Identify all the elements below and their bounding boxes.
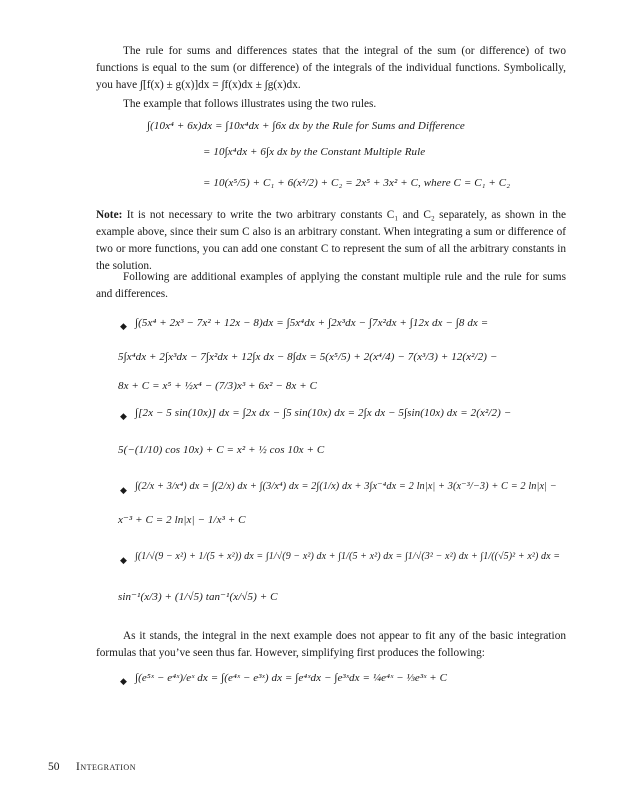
section-title: Integration bbox=[76, 761, 136, 773]
bullet-1-line-1: ∫(5x⁴ + 2x³ − 7x² + 12x − 8)dx = ∫5x⁴dx + ∫2x³dx − ∫7x²dx + ∫12x dx − ∫8 dx = bbox=[135, 317, 489, 329]
bullet-4-line-2: sin⁻¹(x/3) + (1/√5) tan⁻¹(x/√5) + C bbox=[118, 591, 278, 603]
bullet-diamond-icon: ◆ bbox=[120, 676, 127, 686]
bullet-1-line-3: 8x + C = x⁵ + ½x⁴ − (7/3)x³ + 6x² − 8x + C bbox=[118, 380, 318, 392]
bullet-5-line-1: ∫(e⁵ˣ − e⁴ˣ)/eˣ dx = ∫(e⁴ˣ − e³ˣ) dx = ∫e⁴ˣdx − ∫e³ˣdx = ¼e⁴ˣ − ⅓e³ˣ + C bbox=[135, 672, 448, 684]
example-line-3: = 10(x⁵/5) + C₁ + 6(x²/2) + C₂ = 2x⁵ + 3x² + C, where C = C₁ + C₂ bbox=[203, 177, 511, 189]
bullet-3-line-1: ∫(2/x + 3/x⁴) dx = ∫(2/x) dx + ∫(3/x⁴) dx = 2∫(1/x) dx + 3∫x⁻⁴dx = 2 ln|x| + 3(x⁻³/−3) + C = 2 ln|x| − bbox=[135, 481, 557, 492]
bullet-diamond-icon: ◆ bbox=[120, 555, 127, 565]
bullet-3-line-2: x⁻³ + C = 2 ln|x| − 1/x³ + C bbox=[118, 514, 246, 526]
note-label: Note: bbox=[96, 209, 123, 221]
example-line-2: = 10∫x⁴dx + 6∫x dx by the Constant Multiple Rule bbox=[203, 146, 426, 158]
example-lead-paragraph: The example that follows illustrates using the two rules. bbox=[123, 98, 377, 110]
bullet-2-line-1: ∫[2x − 5 sin(10x)] dx = ∫2x dx − ∫5 sin(10x) dx = 2∫x dx − 5∫sin(10x) dx = 2(x²/2) − bbox=[135, 407, 512, 419]
as-it-stands-paragraph: As it stands, the integral in the next example does not appear to fit any of the basic integration formulas that you’ve seen thus far. However, simplifying first produces the following: bbox=[96, 630, 566, 659]
note-paragraph bbox=[96, 207, 566, 275]
page-number: 50 bbox=[48, 761, 60, 773]
bullet-diamond-icon: ◆ bbox=[120, 411, 127, 421]
bullet-1-line-2: 5∫x⁴dx + 2∫x³dx − 7∫x²dx + 12∫x dx − 8∫dx = 5(x⁵/5) + 2(x⁴/4) − 7(x³/3) + 12(x²/2) − bbox=[118, 351, 498, 363]
intro-paragraph: The rule for sums and differences states that the integral of the sum (or difference) of two functions is equal to the sum (or difference) of the integrals of the individual functions. Symbolically, you have ∫[f(x) ± g(x)]dx = ∫f(x)dx ± ∫g(x)dx. bbox=[96, 45, 566, 91]
bullet-2-line-2: 5(−(1/10) cos 10x) + C = x² + ½ cos 10x + C bbox=[118, 444, 325, 456]
bullet-diamond-icon: ◆ bbox=[120, 321, 127, 331]
bullet-diamond-icon: ◆ bbox=[120, 485, 127, 495]
note-text: It is not necessary to write the two arbitrary constants C₁ and C₂ separately, as shown in the example above, since their sum C also is an arbitrary constant. When integrating a sum or difference of two or more functions, you can add one constant C to represent the sum of all the arbitrary constants in the solution. bbox=[96, 209, 566, 272]
example-line-1: ∫(10x⁴ + 6x)dx = ∫10x⁴dx + ∫6x dx by the Rule for Sums and Difference bbox=[147, 120, 465, 132]
bullet-4-line-1: ∫(1/√(9 − x²) + 1/(5 + x²)) dx = ∫1/√(9 − x²) dx + ∫1/(5 + x²) dx = ∫1/√(3² − x²) dx + ∫1/((√5)² + x²) dx = bbox=[135, 551, 561, 562]
following-paragraph: Following are additional examples of applying the constant multiple rule and the rule for sums and differences. bbox=[96, 271, 566, 300]
